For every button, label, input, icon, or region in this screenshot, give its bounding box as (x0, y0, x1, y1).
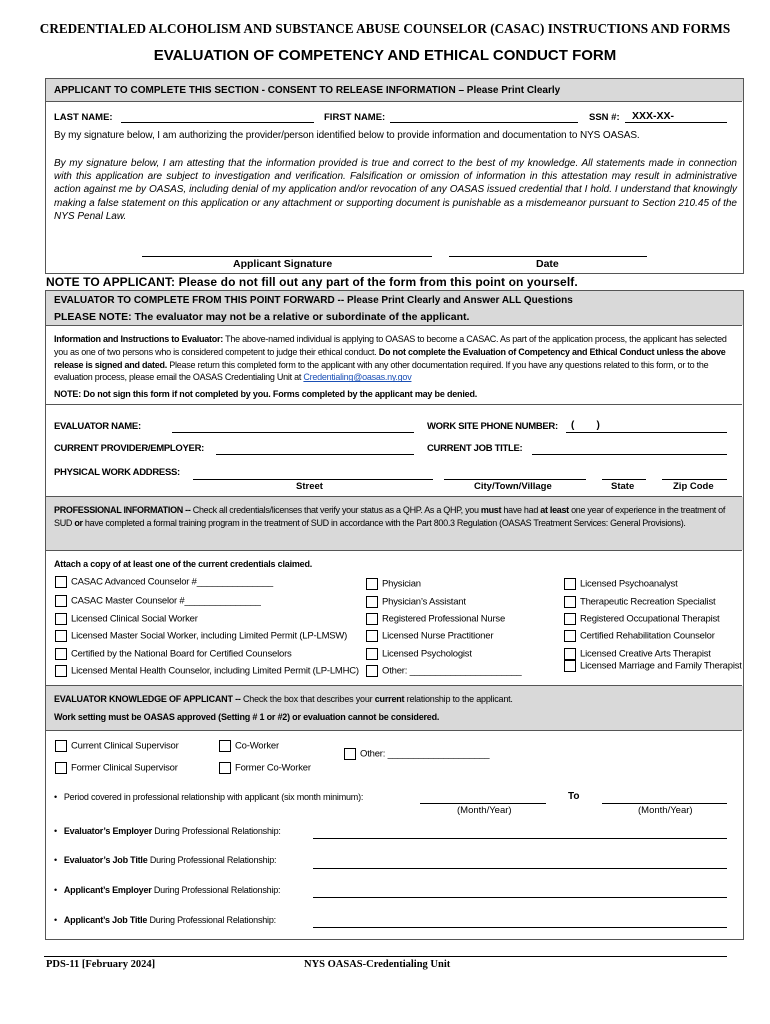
credential-label: Licensed Nurse Practitioner (382, 630, 494, 642)
checkbox[interactable] (55, 630, 67, 642)
phone-label: WORK SITE PHONE NUMBER: (427, 421, 558, 432)
consent-heading: APPLICANT TO COMPLETE THIS SECTION - CONSENT TO RELEASE INFORMATION – Please Print Clearly (54, 85, 561, 96)
prof-at-least: at least (540, 505, 569, 515)
relationship-label: Former Co-Worker (235, 762, 311, 774)
city-label: City/Town/Village (474, 481, 552, 492)
prof-or: or (74, 518, 83, 529)
job-title-field[interactable] (532, 454, 727, 455)
instructions-title: Information and Instructions to Evaluator: (54, 334, 224, 344)
form-title: EVALUATION OF COMPETENCY AND ETHICAL CONDUCT FORM (153, 47, 617, 64)
credential-label: Registered Occupational Therapist (580, 613, 720, 625)
checkbox[interactable] (55, 613, 67, 625)
knowledge-heading: EVALUATOR KNOWLEDGE OF APPLICANT -- (54, 694, 241, 704)
credential-label: Licensed Psychoanalyst (580, 578, 678, 590)
credential-label: Certified by the National Board for Certified Counselors (71, 648, 292, 660)
credentialing-email-link[interactable]: Credentialing@oasas.ny.gov (303, 372, 412, 383)
checkbox[interactable] (55, 740, 67, 752)
checkbox[interactable] (219, 762, 231, 774)
credential-option[interactable] (564, 613, 720, 625)
credential-option[interactable] (564, 578, 678, 590)
checkbox[interactable] (564, 660, 576, 672)
attest-text: By my signature below, I am attesting that the information provided is true and correct to the best of my knowledge. All statements made in connection with this application are subject to investigation and verification. Falsification or omission of information in this attestation may result in administrative action against me by OASAS, including denial of my application and/or revocation of any OASAS issued credential that I hold. I understand that knowingly making a false statement on this application or any attachment or supporting document is punishable as a misdemeanor pursuant to Section 210.45 of the NYS Penal Law. (54, 158, 737, 222)
checkbox[interactable] (55, 762, 67, 774)
footer-unit: NYS OASAS-Credentialing Unit (304, 959, 451, 970)
credential-option[interactable] (564, 648, 711, 660)
knowledge-current: current (374, 694, 405, 704)
knowledge-line-2: Work setting must be OASAS approved (Setting # 1 or #2) or evaluation cannot be considered. (54, 712, 440, 722)
checkbox[interactable] (366, 613, 378, 625)
credential-label: Licensed Master Social Worker, including Limited Permit (LP-LMSW) (71, 630, 348, 642)
prof-text-1: Check all credentials/licenses that verify your status as a QHP. As a QHP, you (190, 505, 481, 515)
evaluator-job-title-field[interactable] (313, 868, 727, 869)
credential-option[interactable] (55, 595, 261, 607)
evaluator-employer-line: • Evaluator’s Employer During Professional Relationship: (54, 826, 281, 836)
evaluator-note: NOTE: Do not sign this form if not completed by you. Forms completed by the applicant may be denied. (54, 389, 478, 399)
address-label: PHYSICAL WORK ADDRESS: (54, 467, 180, 478)
credential-option[interactable] (366, 630, 493, 642)
relationship-label: Current Clinical Supervisor (71, 740, 179, 752)
note-to-applicant: NOTE TO APPLICANT: Please do not fill out any part of the form from this point on yourself. (46, 275, 578, 289)
first-name-label: FIRST NAME: (324, 112, 386, 123)
date-line[interactable] (449, 256, 647, 257)
relationship-label: Former Clinical Supervisor (71, 762, 178, 774)
checkbox[interactable] (366, 665, 378, 677)
ssn-label: SSN #: (589, 112, 620, 123)
phone-value[interactable]: ( ) (571, 420, 600, 431)
credential-label: CASAC Master Counselor #_______________ (71, 595, 261, 607)
applicant-employer-line: • Applicant’s Employer During Professional Relationship: (54, 885, 281, 895)
credential-label: Other: ______________________ (382, 665, 522, 677)
credential-option[interactable] (55, 576, 273, 588)
applicant-job-title-field[interactable] (313, 927, 727, 928)
job-title-label: CURRENT JOB TITLE: (427, 443, 523, 454)
last-name-field[interactable] (121, 122, 314, 123)
credential-label: Licensed Psychologist (382, 648, 472, 660)
credential-label: Therapeutic Recreation Specialist (580, 596, 716, 608)
period-line: • Period covered in professional relationship with applicant (six month minimum): (54, 792, 364, 802)
first-name-field[interactable] (390, 122, 578, 123)
signature-line[interactable] (142, 256, 432, 257)
footer-form-id: PDS-11 [February 2024] (46, 959, 156, 970)
prof-text-4: have completed a formal training program in the treatment of SUD in accordance with the Part 800.3 Regulation (OASAS Treatment Services: General Provisions). (82, 518, 686, 529)
evaluator-instructions (54, 333, 737, 384)
zip-field[interactable] (662, 479, 727, 480)
credential-option[interactable] (55, 665, 359, 677)
credential-label: Licensed Creative Arts Therapist (580, 648, 711, 660)
checkbox[interactable] (564, 630, 576, 642)
city-field[interactable] (444, 479, 586, 480)
ssn-value[interactable]: XXX-XX- (632, 110, 675, 122)
prof-must: must (480, 505, 502, 515)
professional-heading: PROFESSIONAL INFORMATION -- (54, 505, 191, 515)
prof-text-2: have had (501, 505, 541, 515)
checkbox[interactable] (366, 596, 378, 608)
credential-option[interactable] (366, 596, 466, 608)
employer-label: CURRENT PROVIDER/EMPLOYER: (54, 443, 205, 454)
credential-option[interactable] (55, 648, 292, 660)
relationship-option[interactable] (219, 762, 311, 774)
knowledge-bar (46, 686, 743, 730)
applicant-job-title-line: • Applicant’s Job Title During Professional Relationship: (54, 915, 276, 925)
during-suffix: During Professional Relationship: (147, 855, 277, 865)
period-start-hint: (Month/Year) (457, 805, 512, 816)
credential-label: Physician’s Assistant (382, 596, 466, 608)
state-label: State (611, 481, 635, 492)
checkbox[interactable] (55, 665, 67, 677)
relationship-option[interactable] (344, 748, 489, 760)
checkbox[interactable] (564, 648, 576, 660)
state-field[interactable] (602, 479, 646, 480)
checkbox[interactable] (344, 748, 356, 760)
credential-label: CASAC Advanced Counselor #_______________ (71, 576, 274, 588)
prof-text-3: one year of experience in the treatment of SUD (54, 505, 726, 529)
relationship-option[interactable] (219, 740, 279, 752)
during-suffix: During Professional Relationship: (151, 885, 281, 895)
knowledge-text-2: relationship to the applicant. (404, 694, 513, 704)
credential-label: Licensed Mental Health Counselor, including Limited Permit (LP-LMHC) (71, 665, 359, 677)
checkbox[interactable] (55, 576, 67, 588)
checkbox[interactable] (366, 578, 378, 590)
credential-label: Licensed Clinical Social Worker (71, 613, 198, 625)
credential-option[interactable] (564, 596, 715, 608)
relationship-option[interactable] (55, 762, 178, 774)
employer-field[interactable] (216, 454, 414, 455)
checkbox[interactable] (55, 648, 67, 660)
checkbox[interactable] (564, 596, 576, 608)
document-header: CREDENTIALED ALCOHOLISM AND SUBSTANCE ABUSE COUNSELOR (CASAC) INSTRUCTIONS AND FORMS (39, 21, 731, 36)
zip-label: Zip Code (673, 481, 714, 492)
credential-option[interactable] (366, 613, 505, 625)
credential-option[interactable] (55, 630, 347, 642)
instructions-text-2: Please return this completed form to the applicant with any other documentation required. If you have any questions related to this form, or to the evaluation process, please email the OASAS Credentialing Unit at (54, 359, 709, 383)
checkbox[interactable] (366, 630, 378, 642)
checkbox[interactable] (366, 648, 378, 660)
credential-option[interactable] (564, 660, 742, 672)
checkbox[interactable] (55, 595, 67, 607)
credential-option[interactable] (55, 613, 198, 625)
during-suffix: During Professional Relationship: (151, 826, 281, 836)
street-label: Street (296, 481, 323, 492)
date-label: Date (536, 258, 559, 270)
relationship-label: Other: ____________________ (360, 748, 490, 760)
credential-option[interactable] (366, 578, 421, 590)
checkbox[interactable] (564, 613, 576, 625)
credential-option[interactable] (564, 630, 715, 642)
relationship-label: Co-Worker (235, 740, 279, 752)
evaluator-name-label: EVALUATOR NAME: (54, 421, 141, 432)
relationship-option[interactable] (55, 740, 179, 752)
credential-label: Registered Professional Nurse (382, 613, 506, 625)
during-suffix: During Professional Relationship: (147, 915, 276, 925)
period-start-field[interactable] (420, 803, 546, 804)
phone-field[interactable] (566, 432, 727, 433)
applicant-employer-label: Applicant’s Employer (63, 885, 152, 895)
last-name-label: LAST NAME: (54, 112, 113, 123)
credential-label: Certified Rehabilitation Counselor (580, 630, 715, 642)
checkbox[interactable] (564, 578, 576, 590)
knowledge-heading-line (54, 694, 513, 704)
instructions-text-1: The above-named individual is applying to OASAS to become a CASAC. As part of the application process, the applicant has selected you as one of two persons who is considered competent to judge their ethical conduct. (54, 334, 727, 357)
evaluator-job-title-label: Evaluator’s Job Title (63, 855, 148, 865)
period-end-field[interactable] (602, 803, 727, 804)
footer-rule (44, 956, 727, 957)
checkbox[interactable] (219, 740, 231, 752)
signature-label: Applicant Signature (233, 258, 333, 270)
evaluator-heading-2: PLEASE NOTE: The evaluator may not be a relative or subordinate of the applicant. (54, 311, 470, 323)
evaluator-job-title-line: • Evaluator’s Job Title During Professional Relationship: (54, 855, 277, 865)
credential-label: Licensed Marriage and Family Therapist (580, 660, 742, 672)
period-to-label: To (568, 791, 580, 802)
period-label: Period covered in professional relationship with applicant (six month minimum): (63, 792, 364, 802)
authorize-text: By my signature below, I am authorizing the provider/person identified below to provide information and documentation to NYS OASAS. (54, 130, 640, 141)
knowledge-text-1: Check the box that describes your (240, 694, 375, 704)
evaluator-employer-label: Evaluator’s Employer (63, 826, 152, 836)
evaluator-heading-1: EVALUATOR TO COMPLETE FROM THIS POINT FORWARD -- Please Print Clearly and Answer ALL Questions (54, 295, 573, 306)
applicant-employer-field[interactable] (313, 897, 727, 898)
professional-info-text (54, 504, 738, 530)
street-field[interactable] (193, 479, 433, 480)
applicant-job-title-label: Applicant’s Job Title (63, 915, 148, 925)
instructions-bold: Do not complete the Evaluation of Competency and Ethical Conduct unless the above release is signed and dated. (54, 346, 726, 370)
ssn-field[interactable] (625, 122, 727, 123)
credential-label: Physician (382, 578, 421, 590)
credential-option[interactable] (366, 648, 472, 660)
credential-option[interactable] (366, 665, 521, 677)
evaluator-employer-field[interactable] (313, 838, 727, 839)
period-end-hint: (Month/Year) (638, 805, 693, 816)
attach-label: Attach a copy of at least one of the current credentials claimed. (54, 559, 313, 569)
evaluator-name-field[interactable] (172, 432, 414, 433)
